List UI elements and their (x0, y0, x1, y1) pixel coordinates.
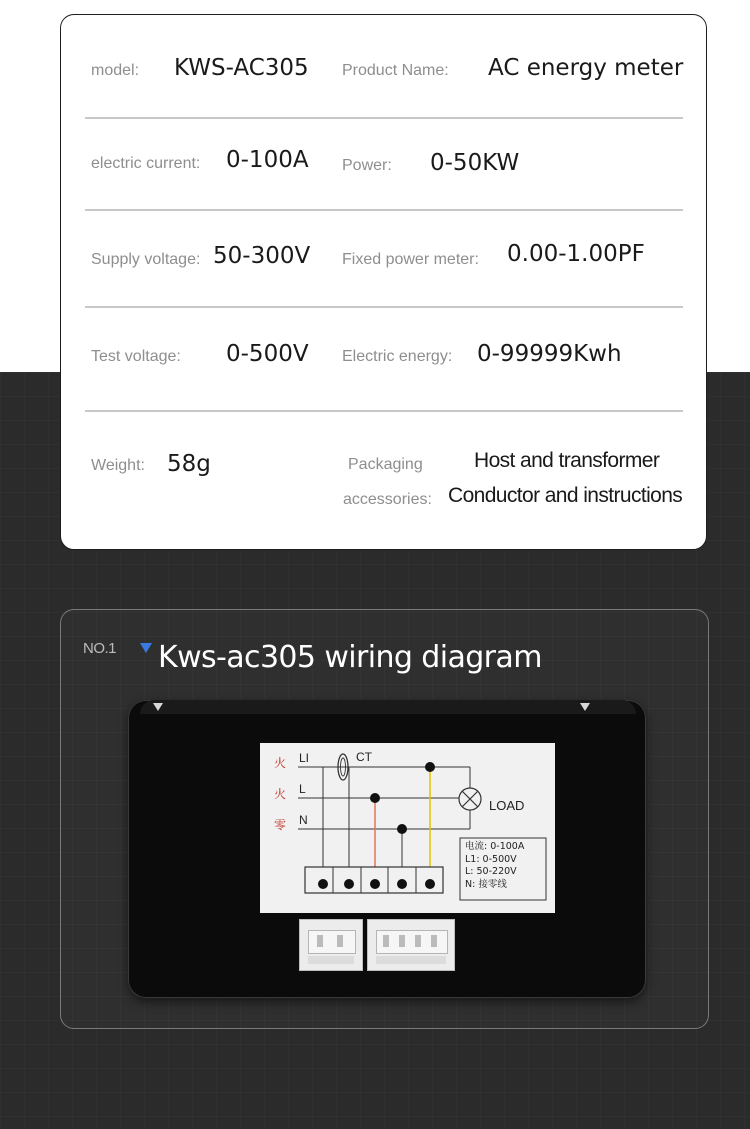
ct-label: CT (356, 750, 372, 764)
wire-live1-label: LI (299, 751, 310, 765)
legend-l: L: 50-220V (465, 866, 517, 877)
model-value: KWS-AC305 (174, 55, 309, 81)
legend-n: N: 接零线 (465, 878, 507, 890)
power-factor-label: Fixed power meter: (342, 251, 479, 268)
model-label: model: (91, 62, 140, 79)
wiring-label-sheet (260, 743, 555, 913)
row-divider (85, 306, 683, 308)
row-divider (85, 117, 683, 119)
packaging-value-line2: Conductor and instructions (448, 484, 683, 507)
product-name-label: Product Name: (342, 62, 449, 79)
wire-live2-label: L (299, 782, 306, 796)
section-number: NO.1 (83, 640, 117, 657)
meter-device-top-edge (140, 700, 636, 714)
wire-live1-char: 火 (274, 756, 287, 770)
wire-live2-char: 火 (274, 787, 287, 801)
row-divider (85, 410, 683, 412)
packaging-label-line2: accessories: (343, 491, 432, 508)
supply-voltage-value: 50-300V (213, 243, 311, 269)
current-label: electric current: (91, 155, 201, 172)
spec-legend (465, 841, 524, 891)
current-value: 0-100A (226, 147, 309, 173)
legend-current: 电流: 0-100A (465, 841, 525, 852)
energy-label: Electric energy: (342, 348, 453, 365)
legend-l1: L1: 0-500V (465, 853, 517, 865)
wire-neutral-char: 零 (274, 818, 287, 832)
diagram-title: Kws-ac305 wiring diagram (158, 640, 542, 675)
row-divider (85, 209, 683, 211)
power-label: Power: (342, 157, 392, 174)
supply-voltage-label: Supply voltage: (91, 251, 201, 268)
load-label: LOAD (489, 798, 525, 813)
energy-value: 0-99999Kwh (477, 341, 622, 367)
wire-neutral-label: N (299, 813, 308, 827)
triangle-marker-icon (140, 643, 152, 653)
product-name-value: AC energy meter (488, 55, 684, 81)
connector-4pin (367, 919, 455, 971)
power-factor-value: 0.00-1.00PF (507, 241, 645, 267)
connector-2pin (299, 919, 363, 971)
weight-value: 58g (167, 451, 211, 477)
specifications-card (60, 14, 707, 550)
packaging-label-line1: Packaging (348, 456, 423, 473)
weight-label: Weight: (91, 457, 145, 474)
packaging-value-line1: Host and transformer (474, 449, 660, 472)
test-voltage-value: 0-500V (226, 341, 309, 367)
power-value: 0-50KW (430, 150, 520, 176)
test-voltage-label: Test voltage: (91, 348, 181, 365)
